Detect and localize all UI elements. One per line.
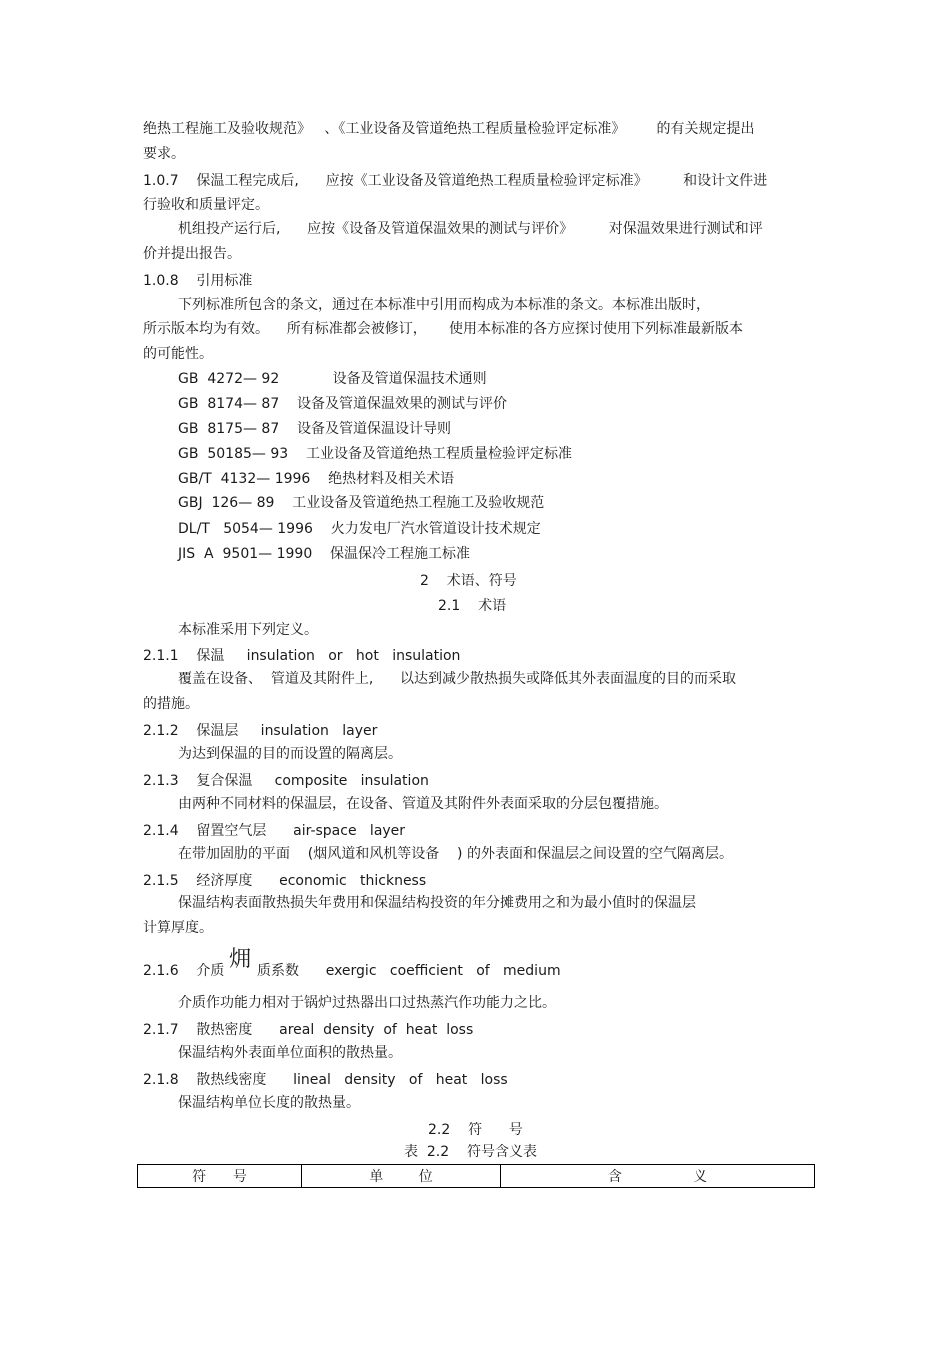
section-heading: 2 术语、符号	[420, 573, 517, 589]
text-line: 机组投产运行后, 应按《设备及管道保温效果的测试与评价》 对保温效果进行测试和评	[178, 221, 763, 237]
standard-ref: GB/T 4132— 1996 绝热材料及相关术语	[178, 471, 455, 487]
text-line: 的措施。	[143, 696, 199, 712]
table-caption: 表 2.2 符号含义表	[404, 1144, 537, 1160]
term-2-1-2: 2.1.2 保温层 insulation layer	[143, 723, 378, 739]
standard-ref: DL/T 5054— 1996 火力发电厂汽水管道设计技术规定	[178, 521, 541, 537]
table-header-unit: 单 位	[302, 1165, 501, 1188]
term-2-1-6-rest: 质系数 exergic coefficient of medium	[257, 963, 561, 979]
text-line: 为达到保温的目的而设置的隔离层。	[178, 746, 402, 762]
term-2-1-7: 2.1.7 散热密度 areal density of heat loss	[143, 1022, 474, 1038]
text-line: 保温结构单位长度的散热量。	[178, 1095, 360, 1111]
text-line: 行验收和质量评定。	[143, 197, 269, 213]
text-line: 保温结构表面散热损失年费用和保温结构投资的年分摊费用之和为最小值时的保温层	[178, 895, 696, 911]
text-line: 由两种不同材料的保温层，在设备、管道及其附件外表面采取的分层包覆措施。	[178, 796, 668, 812]
standard-ref: GB 50185— 93 工业设备及管道绝热工程质量检验评定标准	[178, 446, 572, 462]
text-line: 要求。	[143, 146, 185, 162]
standard-ref: GBJ 126— 89 工业设备及管道绝热工程施工及验收规范	[178, 495, 545, 511]
table-header-meaning: 含 义	[501, 1165, 815, 1188]
text-line: 覆盖在设备、 管道及其附件上, 以达到减少散热损失或降低其外表面温度的目的而采取	[178, 671, 737, 687]
text-line: 的可能性。	[143, 346, 213, 362]
text-line: 绝热工程施工及验收规范》 、《工业设备及管道绝热工程质量检验评定标准》 的有关规定提出	[143, 121, 755, 137]
standard-ref: GB 8175— 87 设备及管道保温设计导则	[178, 421, 452, 437]
term-2-1-1: 2.1.1 保温 insulation or hot insulation	[143, 648, 461, 664]
text-line: 保温结构外表面单位面积的散热量。	[178, 1045, 402, 1061]
clause-1-0-8: 1.0.8 引用标准	[143, 273, 253, 289]
term-2-1-4: 2.1.4 留置空气层 air-space layer	[143, 823, 406, 839]
subsection-heading: 2.1 术语	[438, 598, 507, 614]
standard-ref: GB 8174— 87 设备及管道保温效果的测试与评价	[178, 396, 508, 412]
text-line: 介质作功能力相对于锅炉过热器出口过热蒸汽作功能力之比。	[178, 995, 556, 1011]
subsection-heading: 2.2 符 号	[428, 1122, 523, 1138]
term-2-1-6-exergy-char: 㶲	[229, 947, 252, 972]
term-2-1-5: 2.1.5 经济厚度 economic thickness	[143, 873, 427, 889]
text-line: 本标准采用下列定义。	[178, 622, 318, 638]
standard-ref: GB 4272— 92 设备及管道保温技术通则	[178, 371, 487, 387]
table-header-symbol: 符 号	[138, 1165, 302, 1188]
term-2-1-6: 2.1.6 介质	[143, 963, 225, 979]
symbol-table	[137, 1164, 815, 1188]
text-line: 所示版本均为有效。 所有标准都会被修订， 使用本标准的各方应探讨使用下列标准最新版本	[143, 321, 744, 337]
text-line: 下列标准所包含的条文，通过在本标准中引用而构成为本标准的条文。本标准出版时，	[178, 297, 710, 313]
term-2-1-8: 2.1.8 散热线密度 lineal density of heat loss	[143, 1072, 508, 1088]
term-2-1-3: 2.1.3 复合保温 composite insulation	[143, 773, 429, 789]
text-line: 计算厚度。	[143, 920, 213, 936]
standard-ref: JIS A 9501— 1990 保温保冷工程施工标准	[178, 546, 471, 562]
clause-1-0-7: 1.0.7 保温工程完成后, 应按《工业设备及管道绝热工程质量检验评定标准》 和设计文件进	[143, 173, 768, 189]
table-header-row	[138, 1165, 815, 1188]
text-line: 在带加固肋的平面 (烟风道和风机等设备 ) 的外表面和保温层之间设置的空气隔离层。	[178, 846, 733, 862]
text-line: 价并提出报告。	[143, 246, 241, 262]
